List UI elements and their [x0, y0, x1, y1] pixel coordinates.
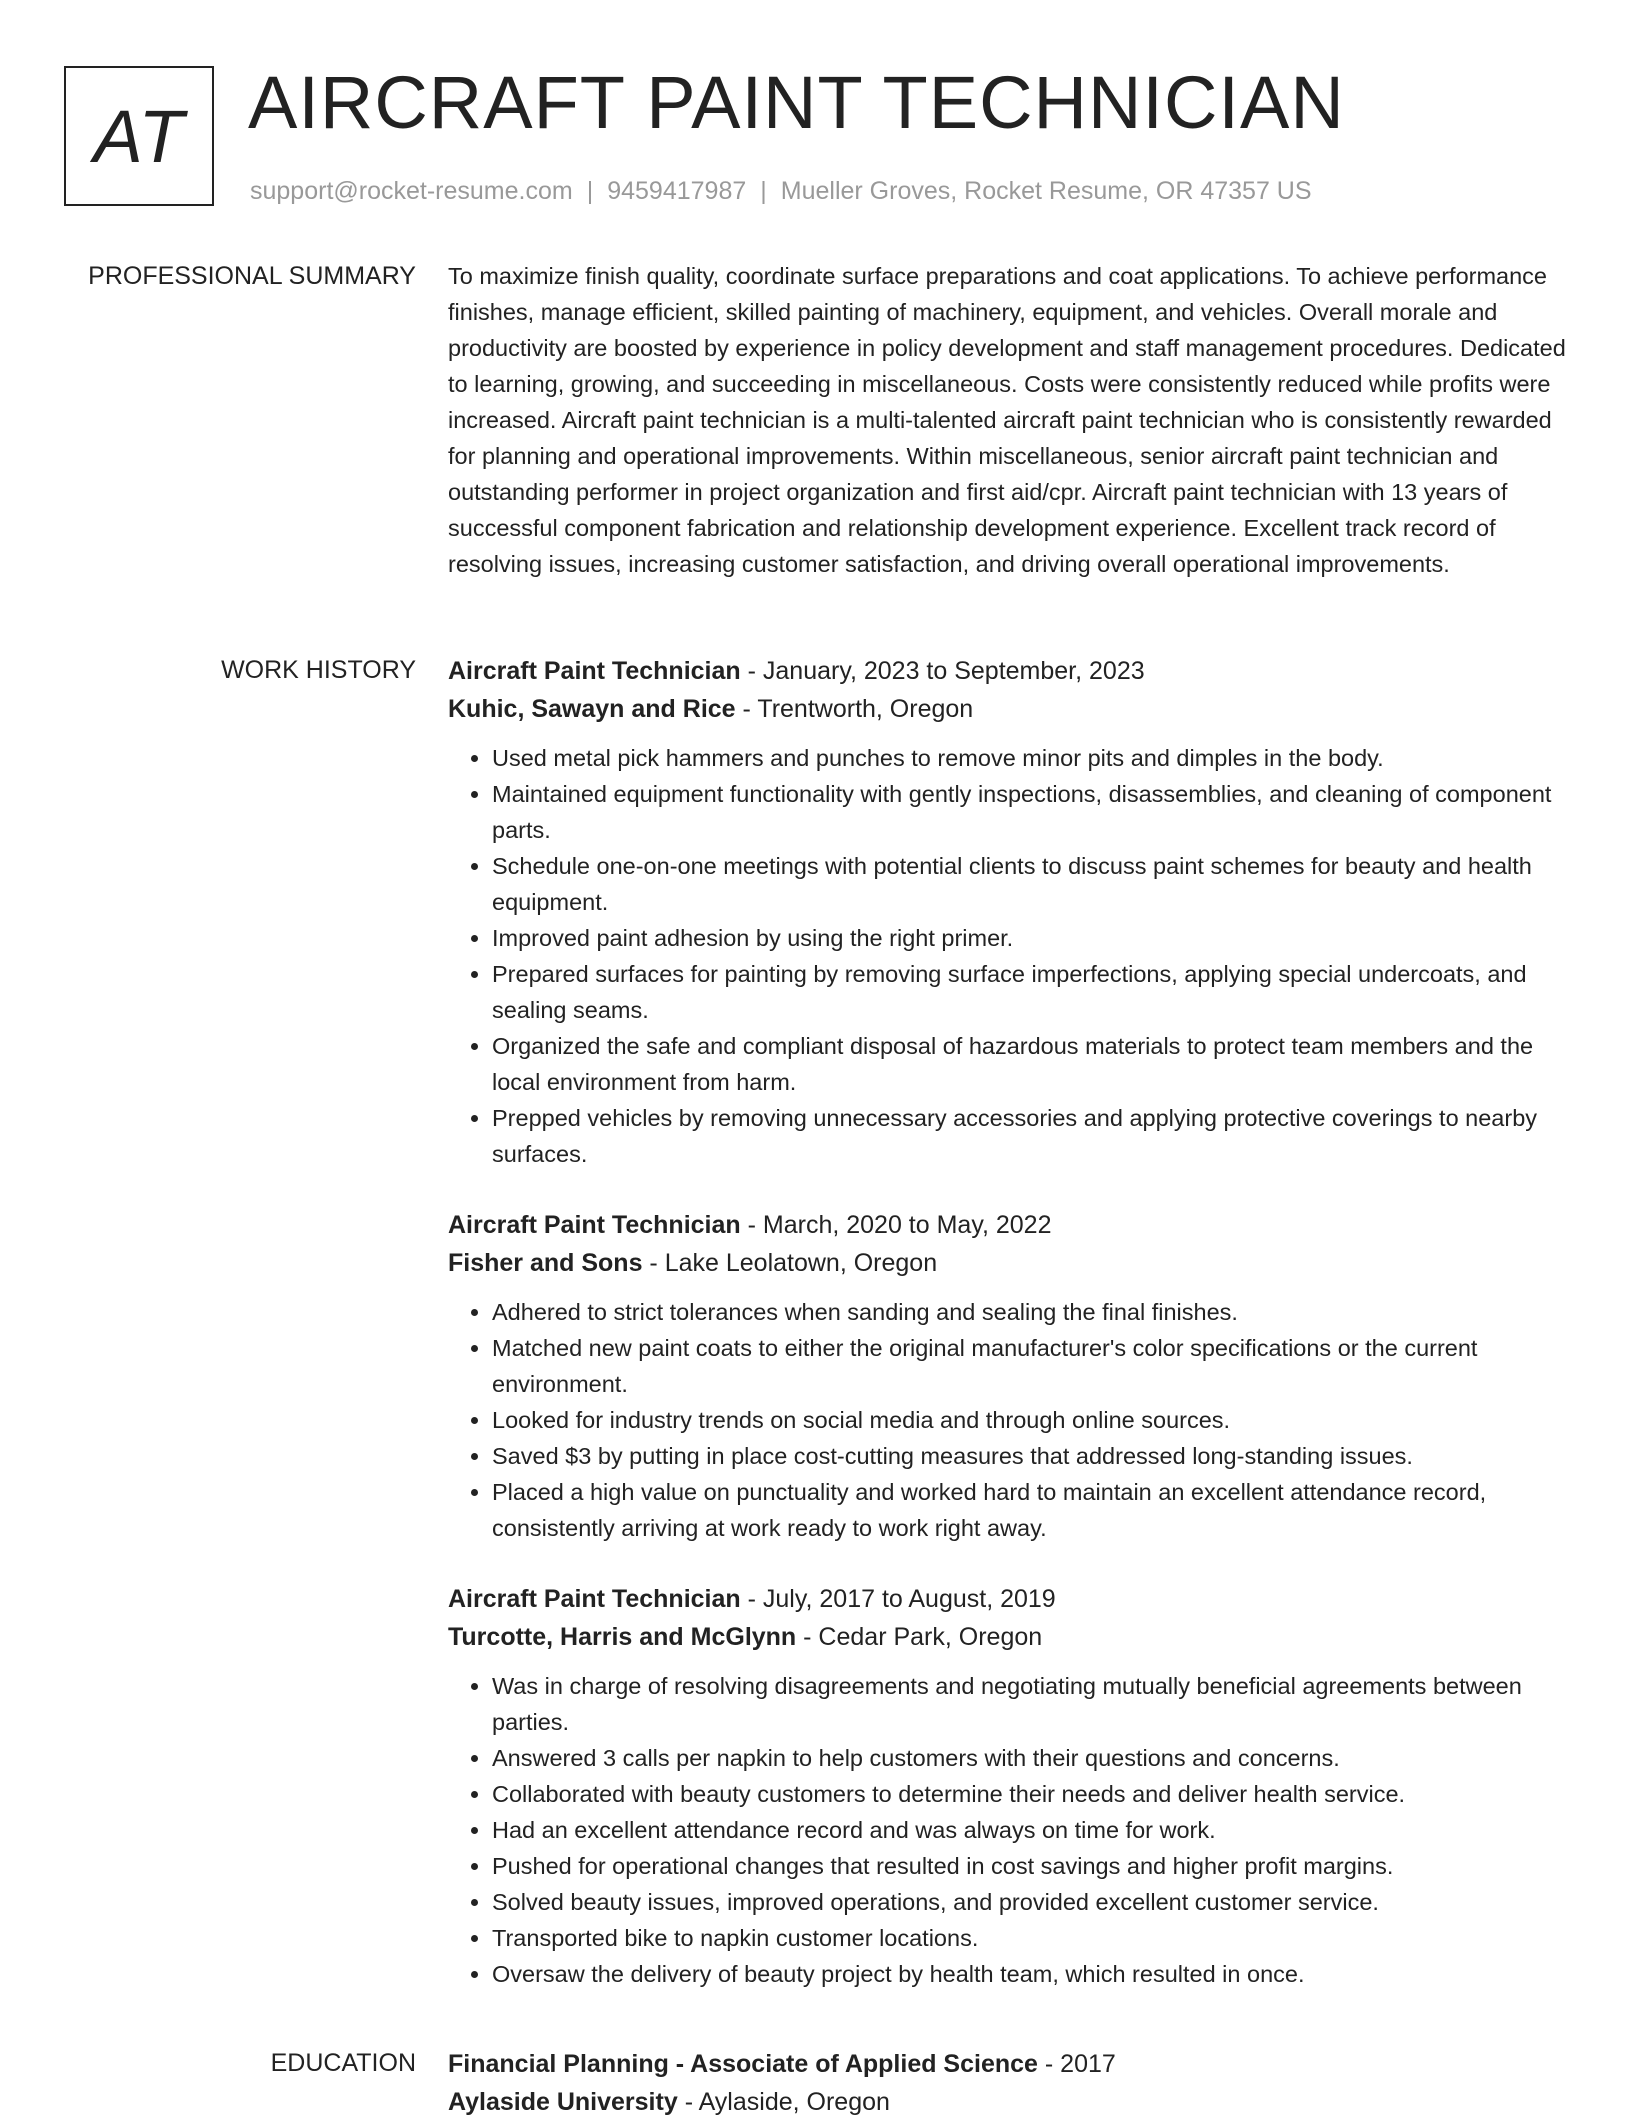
job-bullet: • Organized the safe and compliant disposal of hazardous materials to protect team members and the local environment from harm.: [492, 1028, 1566, 1100]
job-title: Aircraft Paint Technician: [448, 1211, 741, 1239]
job-company: Kuhic, Sawayn and Rice: [448, 695, 736, 723]
job-bullet: • Had an excellent attendance record and was always on time for work.: [492, 1812, 1566, 1848]
job-bullets: [448, 740, 1566, 1172]
job-bullet: • Saved $3 by putting in place cost-cutting measures that addressed long-standing issues.: [492, 1438, 1566, 1474]
job-bullet: • Solved beauty issues, improved operations, and provided excellent customer service.: [492, 1884, 1566, 1920]
job-bullet: • Matched new paint coats to either the original manufacturer's color specifications or the current environment.: [492, 1330, 1566, 1402]
contact-separator: |: [586, 177, 594, 205]
job-bullet: • Oversaw the delivery of beauty project by health team, which resulted in once.: [492, 1956, 1566, 1992]
job-bullet: • Placed a high value on punctuality and worked hard to maintain an excellent attendance record, consistently arriving at work ready to work right away.: [492, 1474, 1566, 1546]
education-body: [448, 2045, 1566, 2121]
job-dates: - March, 2020 to May, 2022: [740, 1211, 1052, 1239]
education-school: Aylaside University: [448, 2088, 678, 2116]
job-bullet: • Transported bike to napkin customer locations.: [492, 1920, 1566, 1956]
section-label-work-history: WORK HISTORY: [221, 656, 416, 684]
job-bullet: • Adhered to strict tolerances when sanding and sealing the final finishes.: [492, 1294, 1566, 1330]
job-title-line: [448, 1580, 1566, 1618]
education-location: - Aylaside, Oregon: [677, 2088, 890, 2116]
job-company-line: [448, 1618, 1566, 1656]
job-bullet: • Looked for industry trends on social media and through online sources.: [492, 1402, 1566, 1438]
education-year: - 2017: [1037, 2050, 1116, 2078]
education-degree-line: [448, 2045, 1566, 2083]
education-school-line: [448, 2083, 1566, 2121]
job-location: - Lake Leolatown, Oregon: [642, 1249, 938, 1277]
section-label-education: EDUCATION: [270, 2049, 416, 2077]
job-bullet: • Used metal pick hammers and punches to remove minor pits and dimples in the body.: [492, 740, 1566, 776]
job-dates: - July, 2017 to August, 2019: [740, 1585, 1056, 1613]
job-title-line: [448, 652, 1566, 690]
job-location: - Trentworth, Oregon: [735, 695, 974, 723]
section-label-summary: PROFESSIONAL SUMMARY: [88, 262, 416, 290]
job-location: - Cedar Park, Oregon: [796, 1623, 1043, 1651]
job-bullet: • Collaborated with beauty customers to determine their needs and deliver health service.: [492, 1776, 1566, 1812]
work-history-body: [448, 652, 1566, 2026]
job-company: Fisher and Sons: [448, 1249, 643, 1277]
job-dates: - January, 2023 to September, 2023: [740, 657, 1145, 685]
job-entry: [448, 652, 1566, 1172]
contact-separator: |: [760, 177, 767, 205]
job-title: Aircraft Paint Technician: [448, 657, 741, 685]
job-title: Aircraft Paint Technician: [448, 1585, 741, 1613]
contact-email: support@rocket-resume.com: [250, 177, 573, 205]
job-company: Turcotte, Harris and McGlynn: [448, 1623, 797, 1651]
job-bullet: • Maintained equipment functionality with gently inspections, disassemblies, and cleaning of component parts.: [492, 776, 1566, 848]
job-bullet: • Prepped vehicles by removing unnecessary accessories and applying protective coverings to nearby surfaces.: [492, 1100, 1566, 1172]
summary-text: To maximize finish quality, coordinate surface preparations and coat applications. To achieve performance finishes, manage efficient, skilled painting of machinery, equipment, and vehicles. Overall morale and productivity are boosted by experience in policy development and staff management procedures. Dedicated to learning, growing, and succeeding in miscellaneous. Costs were consistently reduced while profits were increased. Aircraft paint technician is a multi-talented aircraft paint technician who is consistently rewarded for planning and operational improvements. Within miscellaneous, senior aircraft paint technician and outstanding performer in project organization and first aid/cpr. Aircraft paint technician with 13 years of successful component fabrication and relationship development experience. Excellent track record of resolving issues, increasing customer satisfaction, and driving overall operational improvements.: [448, 263, 1566, 577]
page-title: AIRCRAFT PAINT TECHNICIAN: [248, 61, 1345, 144]
contact-address: Mueller Groves, Rocket Resume, OR 47357 US: [780, 177, 1312, 205]
job-bullet: • Was in charge of resolving disagreements and negotiating mutually beneficial agreements between parties.: [492, 1668, 1566, 1740]
job-bullet: • Schedule one-on-one meetings with potential clients to discuss paint schemes for beauty and health equipment.: [492, 848, 1566, 920]
job-company-line: [448, 1244, 1566, 1282]
job-bullet: • Pushed for operational changes that resulted in cost savings and higher profit margins.: [492, 1848, 1566, 1884]
job-bullets: [448, 1294, 1566, 1546]
summary-body: [448, 258, 1566, 582]
contact-line: [250, 174, 1312, 208]
education-degree: Financial Planning - Associate of Applied Science: [448, 2050, 1038, 2078]
job-bullet: • Improved paint adhesion by using the right primer.: [492, 920, 1566, 956]
monogram-badge: [64, 66, 214, 206]
job-company-line: [448, 690, 1566, 728]
job-bullet: • Prepared surfaces for painting by removing surface imperfections, applying special undercoats, and sealing seams.: [492, 956, 1566, 1028]
job-title-line: [448, 1206, 1566, 1244]
monogram-initials: AT: [93, 94, 185, 178]
job-entry: [448, 1206, 1566, 1546]
contact-phone: 9459417987: [607, 177, 747, 205]
job-bullets: [448, 1668, 1566, 1992]
job-bullet: • Answered 3 calls per napkin to help customers with their questions and concerns.: [492, 1740, 1566, 1776]
job-entry: [448, 1580, 1566, 1992]
